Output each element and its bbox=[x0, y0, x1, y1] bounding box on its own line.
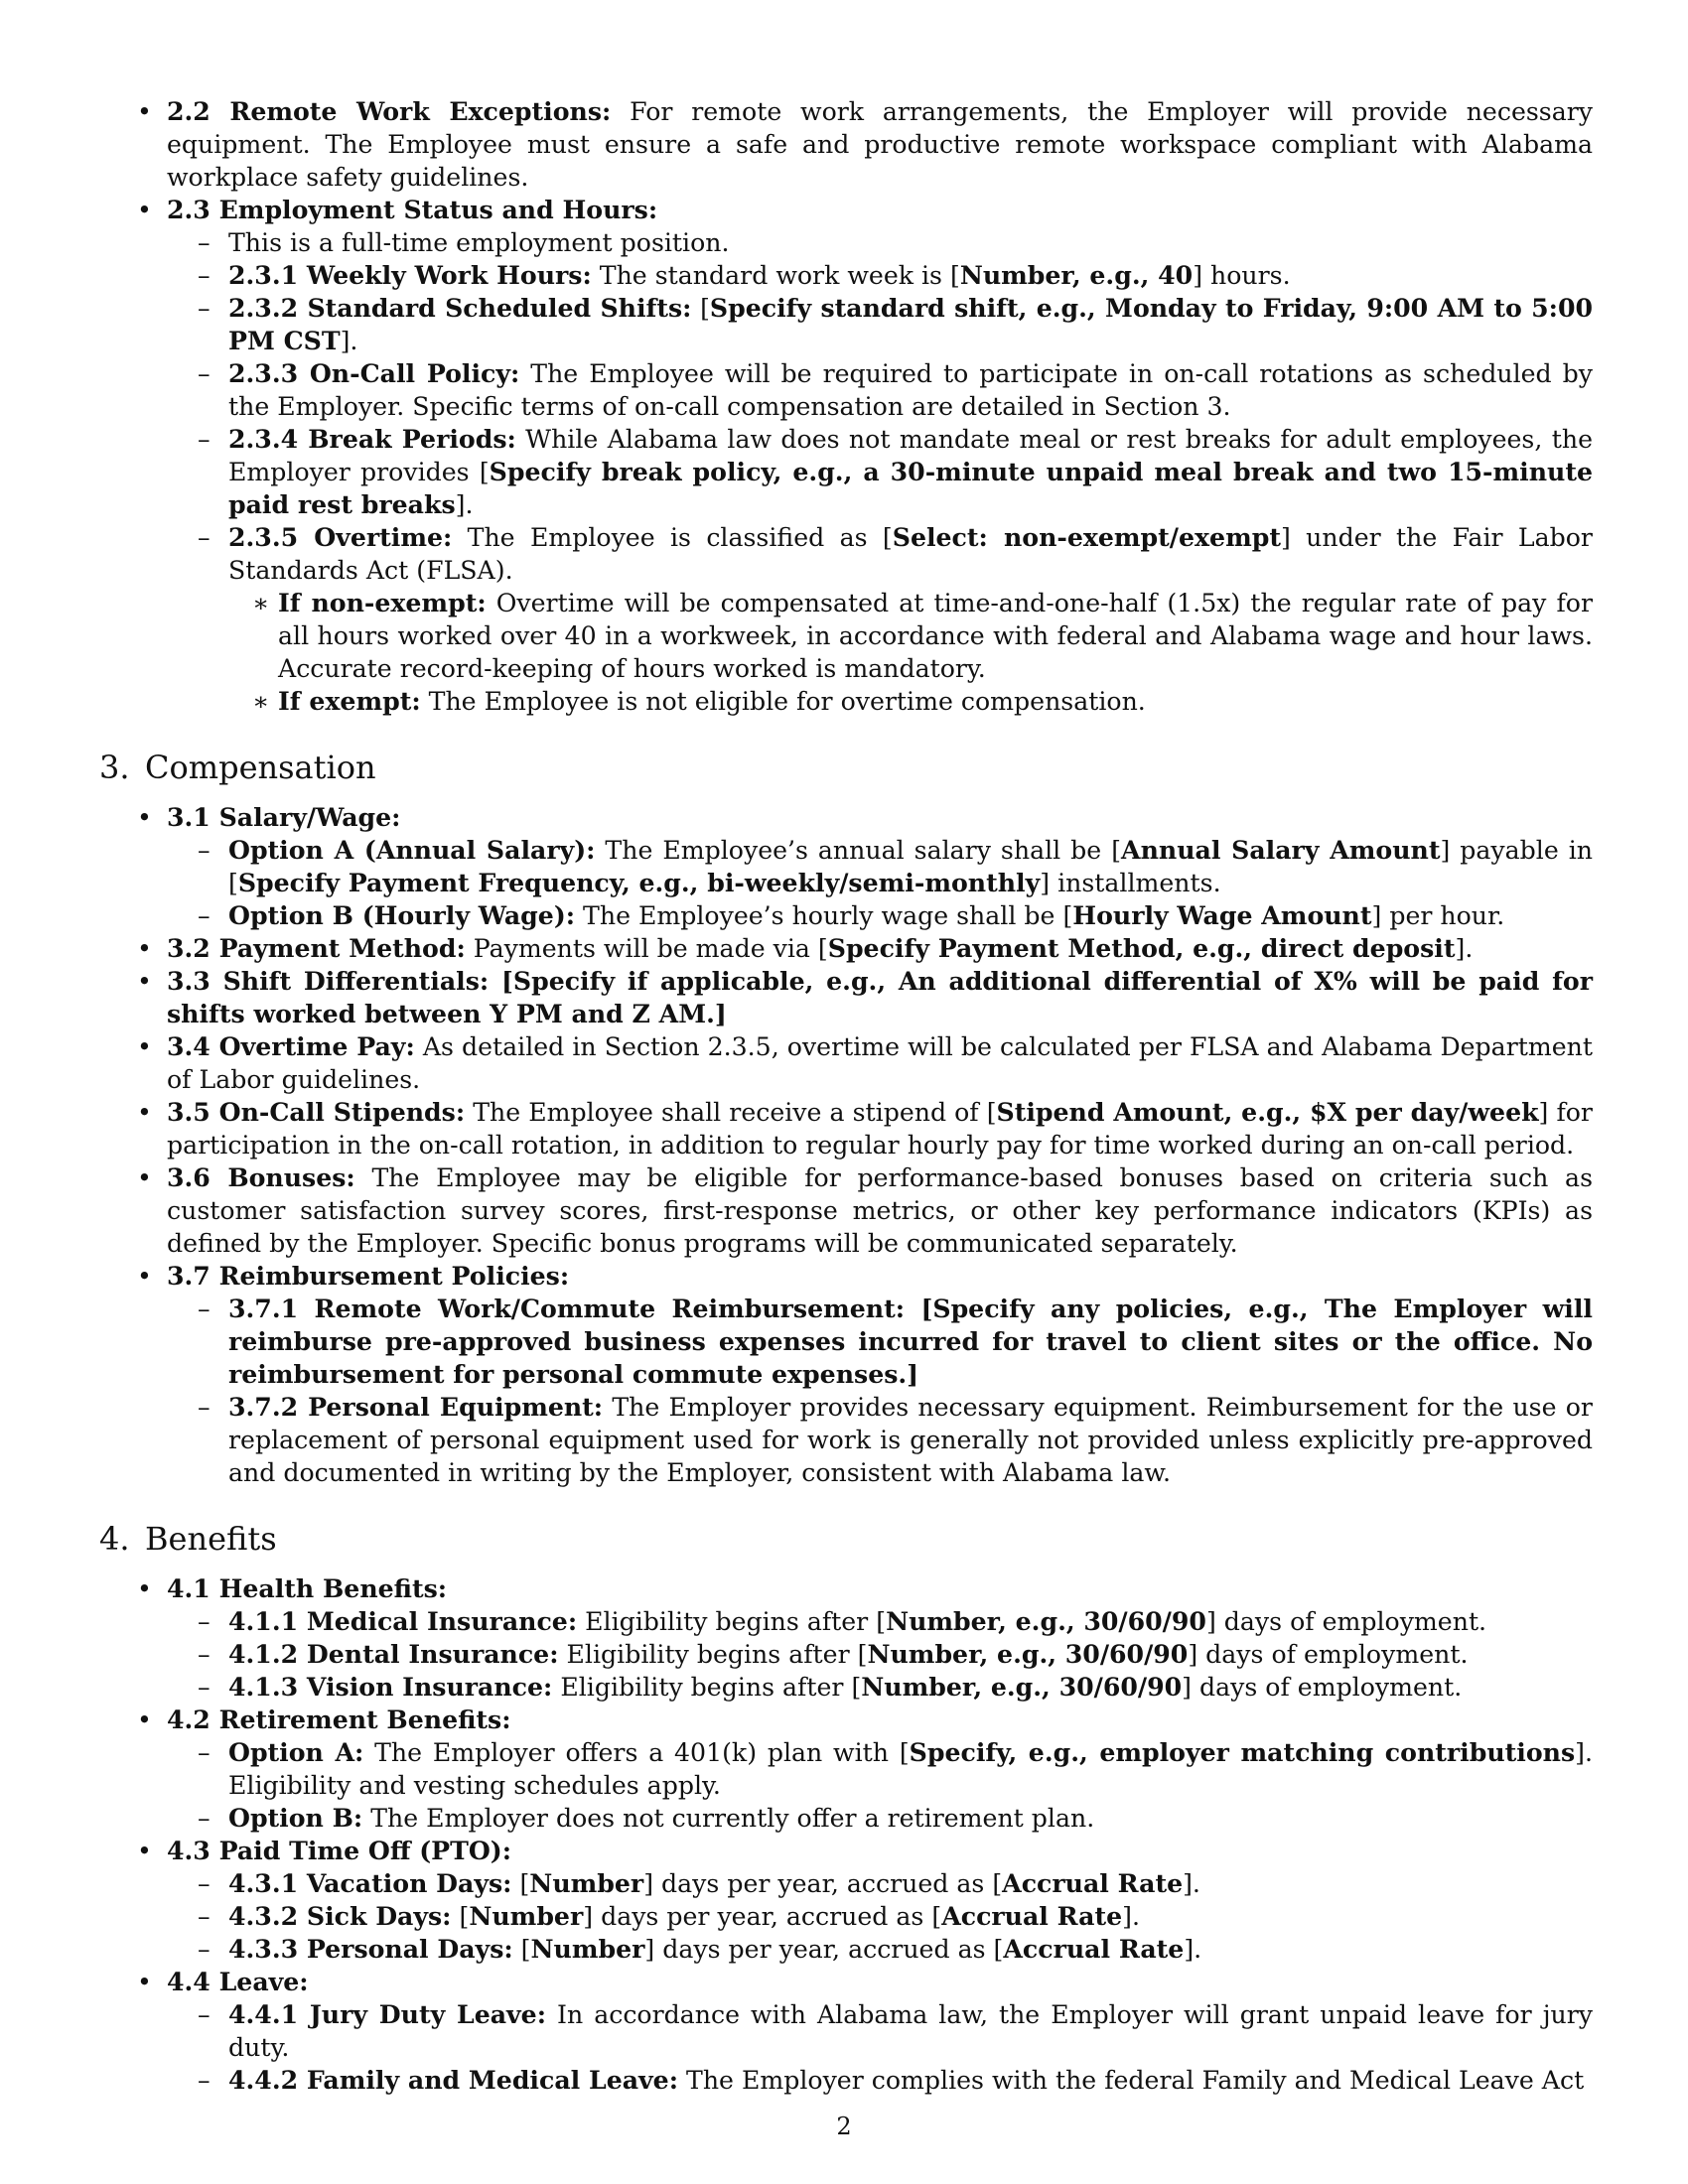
item-text: ] days per year, accrued as [ bbox=[643, 1869, 1003, 1898]
item-label: 3.2 Payment Method: bbox=[167, 933, 466, 963]
item-text: For remote work arrangements, the Employer will provide necessary equipment. The Employee must ensure a safe and productive remote workspace compliant with Alabama workplace safety guidelines. bbox=[167, 97, 1593, 192]
item-text: ] installments. bbox=[1040, 869, 1221, 897]
list-item-2-3 bbox=[99, 194, 1593, 718]
list-item-2-3-3 bbox=[167, 357, 1593, 423]
item-text: Eligibility begins after [ bbox=[552, 1673, 862, 1702]
list-item-4-2-option-a bbox=[167, 1736, 1593, 1802]
placeholder-text: Accrual Rate bbox=[1002, 1868, 1184, 1898]
item-label: 4.4 Leave: bbox=[167, 1967, 309, 1996]
sublist-2-3 bbox=[167, 226, 1593, 718]
section-3-heading bbox=[99, 748, 1593, 787]
sublist-4-4 bbox=[167, 1998, 1593, 2097]
item-text: [ bbox=[512, 1935, 531, 1964]
item-text: This is a full-time employment position. bbox=[228, 228, 730, 257]
item-text: The standard work week is [ bbox=[591, 261, 960, 290]
item-label: If non-exempt: bbox=[278, 588, 487, 617]
item-label: 4.2 Retirement Benefits: bbox=[167, 1705, 511, 1734]
sublist-overtime bbox=[228, 587, 1593, 718]
item-label: 4.1.3 Vision Insurance: bbox=[228, 1672, 553, 1702]
item-text: Eligibility begins after [ bbox=[577, 1607, 887, 1636]
item-text: ] days of employment. bbox=[1182, 1673, 1463, 1702]
list-item-3-7-2 bbox=[167, 1391, 1593, 1489]
item-label: 2.3 Employment Status and Hours: bbox=[167, 195, 658, 224]
item-label: 2.3.5 Overtime: bbox=[228, 522, 453, 552]
item-label: 2.3.1 Weekly Work Hours: bbox=[228, 260, 592, 290]
list-item-2-3-4 bbox=[167, 423, 1593, 521]
item-text: ]. bbox=[340, 327, 358, 355]
item-text: In accordance with Alabama law, the Employer will grant unpaid leave for jury duty. bbox=[228, 2000, 1594, 2062]
list-item-2-3-5 bbox=[167, 521, 1593, 718]
item-label: 3.5 On-Call Stipends: bbox=[167, 1097, 466, 1127]
item-label: 2.3.4 Break Periods: bbox=[228, 424, 516, 454]
list-item-fulltime bbox=[167, 226, 1593, 259]
section-number: 4. bbox=[99, 1520, 130, 1558]
list-item-3-1 bbox=[99, 801, 1593, 932]
item-label: 2.3.3 On-Call Policy: bbox=[228, 358, 520, 388]
placeholder-text: Annual Salary Amount bbox=[1121, 835, 1441, 865]
item-text: The Employee’s annual salary shall be [ bbox=[595, 836, 1122, 865]
list-item-2-3-2 bbox=[167, 292, 1593, 357]
list-item-4-1 bbox=[99, 1572, 1593, 1704]
item-label: Option A: bbox=[228, 1737, 364, 1767]
item-label: 4.1 Health Benefits: bbox=[167, 1573, 448, 1603]
item-text: The Employee is not eligible for overtime compensation. bbox=[420, 687, 1146, 716]
list-item-4-2-option-b bbox=[167, 1802, 1593, 1835]
document-page bbox=[99, 95, 1593, 2097]
item-label: 4.3.3 Personal Days: bbox=[228, 1934, 513, 1964]
item-label: Option B (Hourly Wage): bbox=[228, 900, 576, 930]
section-number: 3. bbox=[99, 749, 130, 786]
list-item-option-a bbox=[167, 834, 1593, 899]
list-item-4-1-3 bbox=[167, 1671, 1593, 1704]
placeholder-text: [Specify any policies, e.g., The Employer will reimburse pre-approved business expenses incurred for travel to client sites or the office. No reimbursement for personal commute expenses.] bbox=[228, 1294, 1593, 1389]
list-item-4-4-1 bbox=[167, 1998, 1593, 2064]
item-text: The Employee’s hourly wage shall be [ bbox=[575, 901, 1073, 930]
item-label: 4.1.2 Dental Insurance: bbox=[228, 1639, 559, 1669]
item-text: ]. bbox=[1184, 1935, 1202, 1964]
placeholder-text: Number bbox=[529, 1868, 644, 1898]
placeholder-text: Accrual Rate bbox=[941, 1901, 1123, 1931]
item-text: ]. bbox=[1122, 1902, 1140, 1931]
item-text: ] days of employment. bbox=[1188, 1640, 1469, 1669]
item-label: 2.3.2 Standard Scheduled Shifts: bbox=[228, 293, 692, 323]
item-label: 4.3.1 Vacation Days: bbox=[228, 1868, 512, 1898]
item-label: 3.3 Shift Differentials: bbox=[167, 966, 490, 996]
item-label: 4.1.1 Medical Insurance: bbox=[228, 1606, 578, 1636]
section-title: Compensation bbox=[145, 749, 376, 786]
item-label: If exempt: bbox=[278, 686, 421, 716]
item-text: The Employee will be required to participate in on-call rotations as scheduled by the Employer. Specific terms of on-call compensation are detailed in Section 3. bbox=[228, 359, 1593, 421]
placeholder-text: Number, e.g., 30/60/90 bbox=[867, 1639, 1189, 1669]
item-label: 3.4 Overtime Pay: bbox=[167, 1031, 415, 1061]
list-item-4-3-3 bbox=[167, 1933, 1593, 1966]
placeholder-text: Number, e.g., 30/60/90 bbox=[886, 1606, 1206, 1636]
list-item-4-3-1 bbox=[167, 1867, 1593, 1900]
item-text: ] payable in [ bbox=[228, 836, 1593, 897]
item-label: 3.7 Reimbursement Policies: bbox=[167, 1261, 570, 1291]
section-3-list bbox=[99, 801, 1593, 1489]
item-text: ] under the Fair Labor Standards Act (FLSA). bbox=[228, 523, 1593, 585]
placeholder-text: Accrual Rate bbox=[1003, 1934, 1185, 1964]
list-item-4-1-1 bbox=[167, 1605, 1593, 1638]
item-text: The Employer does not currently offer a retirement plan. bbox=[362, 1804, 1095, 1833]
placeholder-text: Stipend Amount, e.g., $X per day/week bbox=[996, 1097, 1539, 1127]
item-text: ]. bbox=[1455, 934, 1474, 963]
section-title: Benefits bbox=[145, 1520, 277, 1558]
item-label: 2.2 Remote Work Exceptions: bbox=[167, 96, 612, 126]
item-label: Option B: bbox=[228, 1803, 363, 1833]
item-text: ] hours. bbox=[1193, 261, 1291, 290]
item-text: While Alabama law does not mandate meal or rest breaks for adult employees, the Employer provides [ bbox=[228, 425, 1593, 486]
item-text: Overtime will be compensated at time-and-one-half (1.5x) the regular rate of pay for all hours worked over 40 in a workweek, in accordance with federal and Alabama wage and hour laws. Accurate record-keeping of hours worked is mandatory. bbox=[278, 589, 1594, 683]
placeholder-text: Hourly Wage Amount bbox=[1072, 900, 1372, 930]
list-item-2-2 bbox=[99, 95, 1593, 194]
list-item-3-3 bbox=[99, 965, 1593, 1030]
placeholder-text: [Specify if applicable, e.g., An additional differential of X% will be paid for shifts worked between Y PM and Z AM.] bbox=[167, 966, 1593, 1028]
list-item-3-7-1 bbox=[167, 1293, 1593, 1391]
item-text: ]. bbox=[1183, 1869, 1200, 1898]
item-text: Payments will be made via [ bbox=[465, 934, 828, 963]
section-2-list bbox=[99, 95, 1593, 718]
list-item-4-1-2 bbox=[167, 1638, 1593, 1671]
placeholder-text: Specify, e.g., employer matching contributions bbox=[909, 1737, 1576, 1767]
item-text: [ bbox=[691, 294, 710, 323]
sublist-4-2 bbox=[167, 1736, 1593, 1835]
list-item-option-b bbox=[167, 899, 1593, 932]
placeholder-text: Specify standard shift, e.g., Monday to Friday, 9:00 AM to 5:00 PM CST bbox=[228, 293, 1594, 355]
list-item-4-3 bbox=[99, 1835, 1593, 1966]
placeholder-text: Number bbox=[530, 1934, 645, 1964]
placeholder-text: Specify Payment Method, e.g., direct deposit bbox=[827, 933, 1456, 963]
placeholder-text: Specify break policy, e.g., a 30-minute unpaid meal break and two 15-minute paid rest breaks bbox=[228, 457, 1593, 519]
item-text: Eligibility begins after [ bbox=[558, 1640, 868, 1669]
item-text: ]. bbox=[455, 490, 474, 519]
item-text: The Employee shall receive a stipend of [ bbox=[465, 1098, 997, 1127]
item-text: ] days of employment. bbox=[1205, 1607, 1487, 1636]
section-4-heading bbox=[99, 1519, 1593, 1559]
item-text: The Employee is classified as [ bbox=[452, 523, 893, 552]
item-text: As detailed in Section 2.3.5, overtime will be calculated per FLSA and Alabama Department of Labor guidelines. bbox=[167, 1032, 1593, 1094]
item-text: [ bbox=[511, 1869, 530, 1898]
sublist-4-1 bbox=[167, 1605, 1593, 1704]
list-item-3-4 bbox=[99, 1030, 1593, 1096]
list-item-exempt bbox=[228, 685, 1593, 718]
list-item-4-2 bbox=[99, 1704, 1593, 1835]
list-item-nonexempt bbox=[228, 587, 1593, 685]
item-label: 4.3.2 Sick Days: bbox=[228, 1901, 452, 1931]
item-label: 4.3 Paid Time Off (PTO): bbox=[167, 1836, 512, 1865]
item-label: 3.7.2 Personal Equipment: bbox=[228, 1392, 604, 1422]
list-item-3-5 bbox=[99, 1096, 1593, 1161]
item-label: Option A (Annual Salary): bbox=[228, 835, 596, 865]
list-item-4-4 bbox=[99, 1966, 1593, 2097]
page-number: 2 bbox=[836, 2113, 852, 2140]
item-label: 4.4.1 Jury Duty Leave: bbox=[228, 1999, 547, 2029]
list-item-3-6 bbox=[99, 1161, 1593, 1260]
item-text: The Employee may be eligible for performance-based bonuses based on criteria such as customer satisfaction survey scores, first-response metrics, or other key performance indicators (KPIs) as defined by the Employer. Specific bonus programs will be communicated separately. bbox=[167, 1163, 1593, 1258]
sublist-4-3 bbox=[167, 1867, 1593, 1966]
item-text: ] for participation in the on-call rotation, in addition to regular hourly pay for time worked during an on-call period. bbox=[167, 1098, 1593, 1160]
list-item-3-2 bbox=[99, 932, 1593, 965]
item-label: 3.7.1 Remote Work/Commute Reimbursement: bbox=[228, 1294, 906, 1323]
item-label: 3.6 Bonuses: bbox=[167, 1162, 355, 1192]
list-item-2-3-1 bbox=[167, 259, 1593, 292]
placeholder-text: Number bbox=[469, 1901, 584, 1931]
placeholder-text: Number, e.g., 30/60/90 bbox=[861, 1672, 1183, 1702]
placeholder-text: Select: non-exempt/exempt bbox=[892, 522, 1281, 552]
item-text: ] days per year, accrued as [ bbox=[583, 1902, 942, 1931]
placeholder-text: Number, e.g., 40 bbox=[959, 260, 1194, 290]
section-4-list bbox=[99, 1572, 1593, 2097]
item-text: The Employer complies with the federal Family and Medical Leave Act bbox=[678, 2066, 1585, 2095]
list-item-4-3-2 bbox=[167, 1900, 1593, 1933]
sublist-3-7 bbox=[167, 1293, 1593, 1489]
sublist-3-1 bbox=[167, 834, 1593, 932]
item-text: ]. Eligibility and vesting schedules apply. bbox=[228, 1738, 1593, 1800]
item-text: The Employer offers a 401(k) plan with [ bbox=[363, 1738, 910, 1767]
item-label: 3.1 Salary/Wage: bbox=[167, 802, 401, 832]
list-item-4-4-2 bbox=[167, 2064, 1593, 2097]
item-text: ] days per year, accrued as [ bbox=[644, 1935, 1004, 1964]
placeholder-text: Specify Payment Frequency, e.g., bi-weekly/semi-monthly bbox=[237, 868, 1041, 897]
item-text: [ bbox=[451, 1902, 470, 1931]
item-text: The Employer provides necessary equipment. Reimbursement for the use or replacement of personal equipment used for work is generally not provided unless explicitly pre-approved and documented in writing by the Employer, consistent with Alabama law. bbox=[228, 1393, 1593, 1487]
item-text: ] per hour. bbox=[1371, 901, 1505, 930]
item-label: 4.4.2 Family and Medical Leave: bbox=[228, 2065, 679, 2095]
list-item-3-7 bbox=[99, 1260, 1593, 1489]
